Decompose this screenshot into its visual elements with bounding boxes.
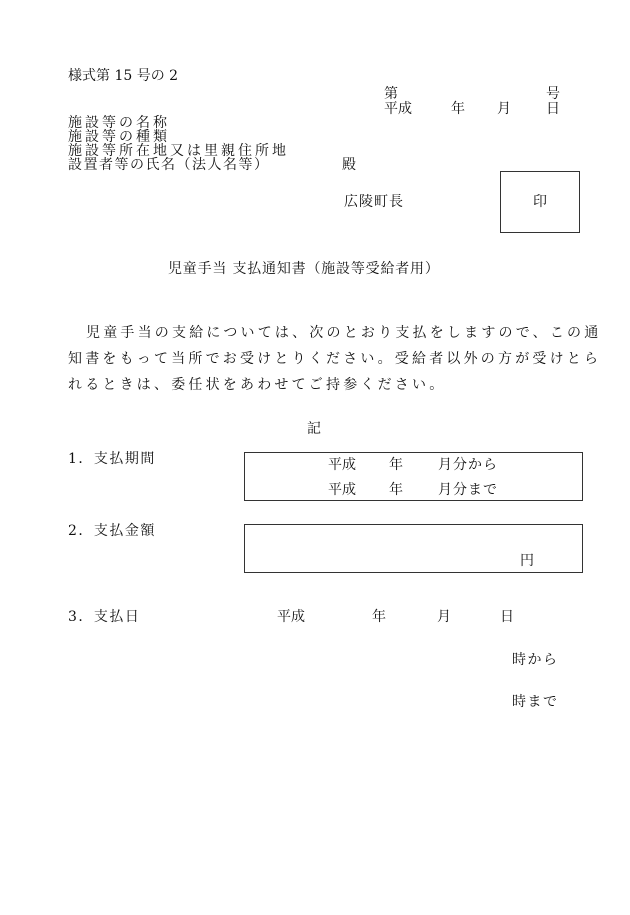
- payment-period-box: [244, 452, 583, 501]
- honorific-dono: 殿: [342, 157, 356, 173]
- facility-name-label: 施設等の名称: [68, 115, 170, 131]
- facility-address-label: 施設等所在地又は里親住所地: [68, 143, 289, 159]
- payment-date-month: 月: [437, 609, 451, 625]
- period-to-month: 月分まで: [438, 482, 498, 498]
- body-line-1: 児童手当の支給については、次のとおり支払をしますので、この通: [86, 325, 602, 341]
- founder-name-label: 設置者等の氏名（法人名等）: [68, 157, 270, 173]
- payment-date-label: 3．支払日: [68, 609, 141, 625]
- payment-date-era: 平成: [277, 609, 305, 625]
- issue-date-year: 年: [451, 101, 465, 117]
- payment-period-label: 1．支払期間: [68, 451, 156, 467]
- document-number-prefix: 第: [384, 86, 398, 102]
- period-from-month: 月分から: [438, 457, 498, 473]
- period-to-era: 平成: [328, 482, 356, 498]
- form-number: 様式第 15 号の 2: [68, 68, 179, 84]
- facility-type-label: 施設等の種類: [68, 129, 170, 145]
- issue-date-month: 月: [497, 101, 511, 117]
- amount-unit-yen: 円: [520, 553, 534, 569]
- issue-date-day: 日: [546, 101, 560, 117]
- issuer-name: 広陵町長: [344, 194, 404, 210]
- period-from-era: 平成: [328, 457, 356, 473]
- body-line-2: 知書をもって当所でお受けとりください。受給者以外の方が受けとら: [68, 351, 602, 367]
- body-line-3: れるときは、委任状をあわせてご持参ください。: [68, 377, 447, 393]
- seal-label: 印: [533, 194, 547, 210]
- payment-amount-label: 2．支払金額: [68, 523, 156, 539]
- ki-marker: 記: [307, 421, 321, 437]
- document-number-suffix: 号: [546, 86, 560, 102]
- payment-date-year: 年: [372, 609, 386, 625]
- payment-date-day: 日: [500, 609, 514, 625]
- period-to-year: 年: [389, 482, 403, 498]
- period-from-year: 年: [389, 457, 403, 473]
- document-title: 児童手当 支払通知書（施設等受給者用）: [168, 261, 440, 277]
- seal-box: [500, 171, 580, 233]
- payment-time-to: 時まで: [512, 694, 559, 710]
- payment-time-from: 時から: [512, 652, 559, 668]
- issue-date-era: 平成: [384, 101, 412, 117]
